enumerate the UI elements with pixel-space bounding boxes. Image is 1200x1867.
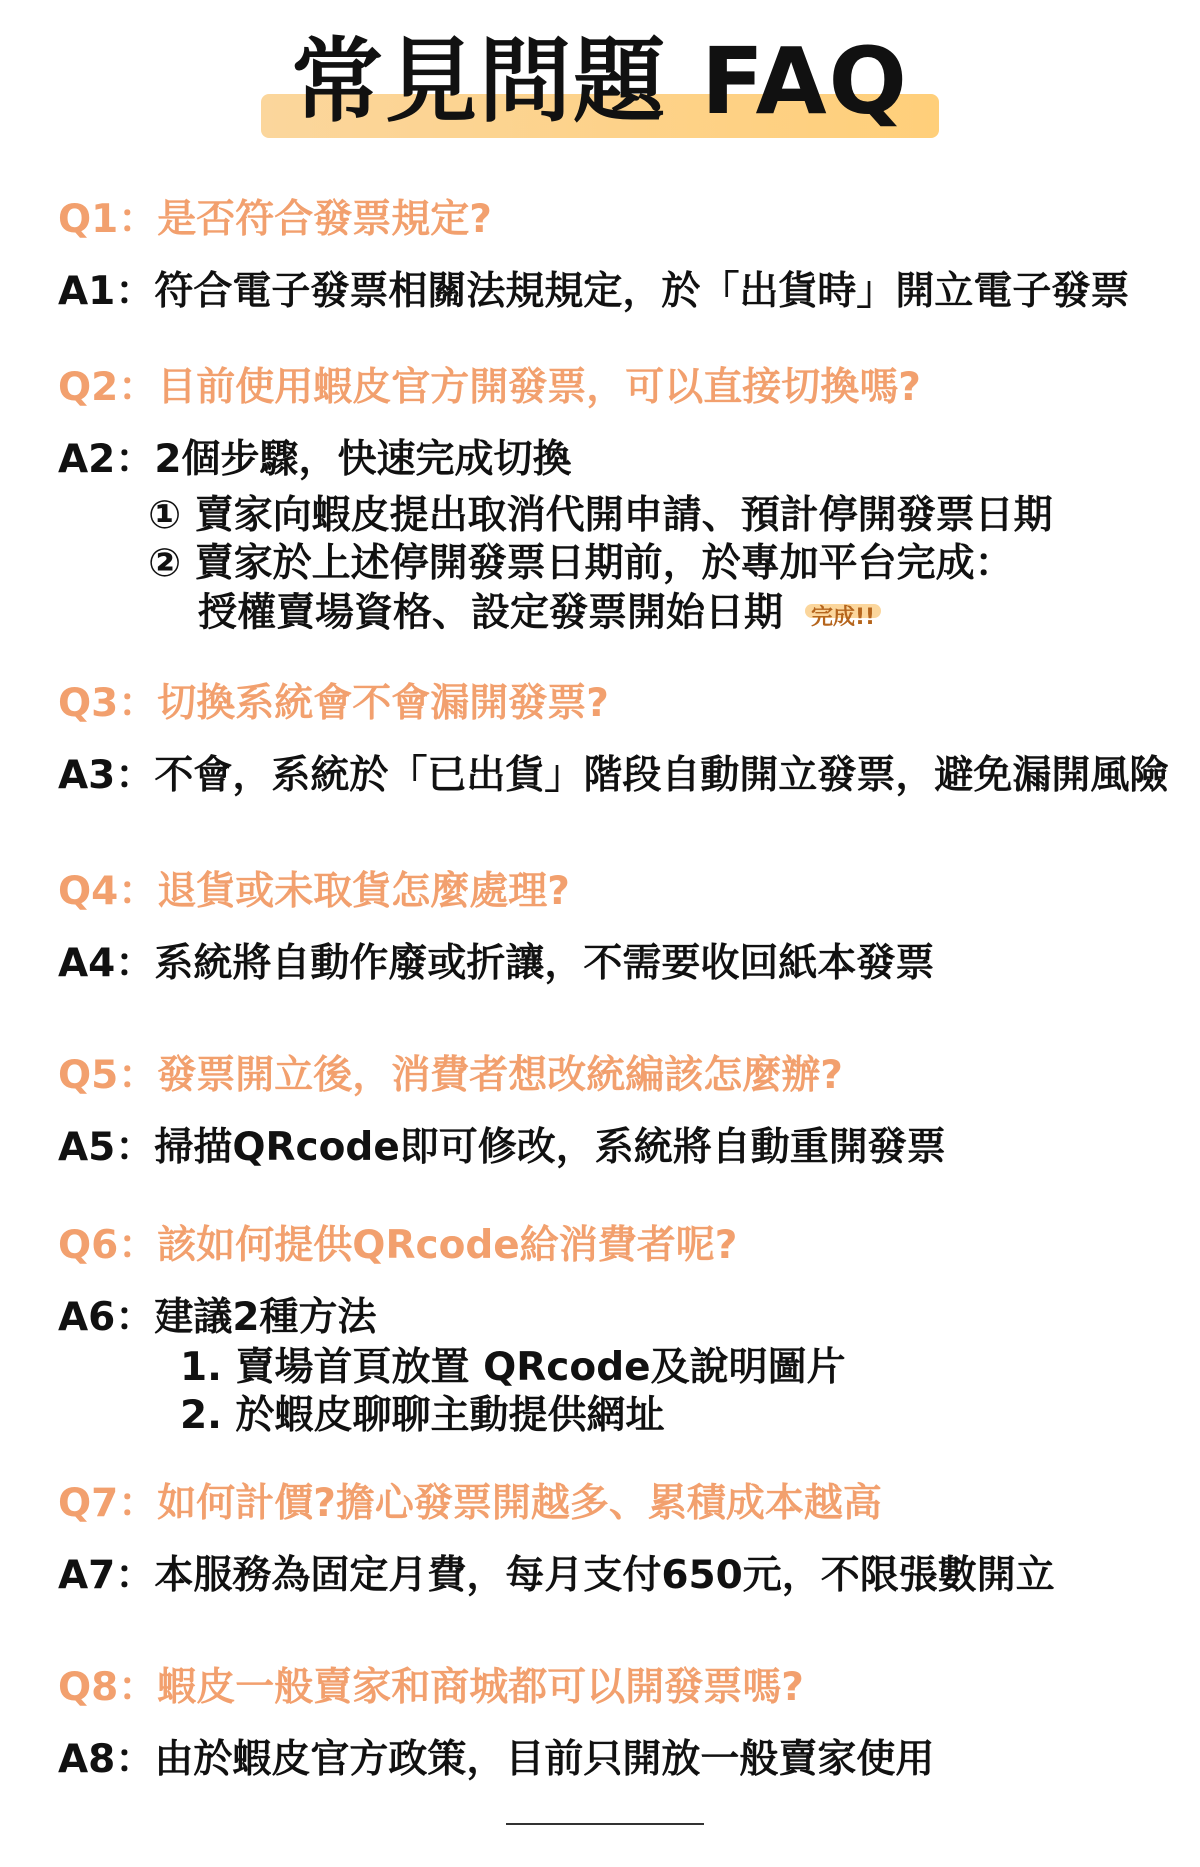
page-title: 常見問題 FAQ [291,28,909,135]
question-3: Q3：切換系統會不會漏開發票? [58,681,609,726]
answer-7: A7：本服務為固定月費，每月支付650元，不限張數開立 [58,1553,1055,1598]
answer-2-step-2-text: 授權賣場資格、設定發票開始日期 [198,590,784,636]
title-block [261,22,939,142]
done-badge [811,588,875,642]
answer-8: A8：由於蝦皮官方政策，目前只開放一般賣家使用 [58,1737,935,1782]
answer-2-step-2-detail [198,588,875,642]
answer-4: A4：系統將自動作廢或折讓，不需要收回紙本發票 [58,941,935,986]
answer-5: A5：掃描QRcode即可修改，系統將自動重開發票 [58,1125,946,1170]
answer-2-step-2: ② 賣家於上述停開發票日期前，於專加平台完成： [148,541,1014,586]
answer-6: A6：建議2種方法 [58,1295,377,1340]
answer-1: A1：符合電子發票相關法規規定，於「出貨時」開立電子發票 [58,269,1130,314]
answer-3: A3：不會，系統於「已出貨」階段自動開立發票，避免漏開風險 [58,753,1169,798]
question-8: Q8：蝦皮一般賣家和商城都可以開發票嗎? [58,1665,804,1710]
done-badge-text: 完成!! [811,605,876,630]
answer-2-step-1: ① 賣家向蝦皮提出取消代開申請、預計停開發票日期 [148,493,1053,538]
question-1: Q1：是否符合發票規定? [58,197,492,242]
title-area [0,22,1200,142]
question-2: Q2：目前使用蝦皮官方開發票，可以直接切換嗎? [58,365,921,410]
question-7: Q7：如何計價?擔心發票開越多、累積成本越高 [58,1481,882,1526]
end-divider [506,1823,704,1825]
answer-6-method-2: 2. 於蝦皮聊聊主動提供網址 [180,1393,665,1438]
answer-2: A2：2個步驟，快速完成切換 [58,437,572,482]
answer-6-method-1: 1. 賣場首頁放置 QRcode及說明圖片 [180,1345,846,1390]
question-5: Q5：發票開立後，消費者想改統編該怎麼辦? [58,1053,843,1098]
question-4: Q4：退貨或未取貨怎麼處理? [58,869,570,914]
question-6: Q6：該如何提供QRcode給消費者呢? [58,1223,738,1268]
